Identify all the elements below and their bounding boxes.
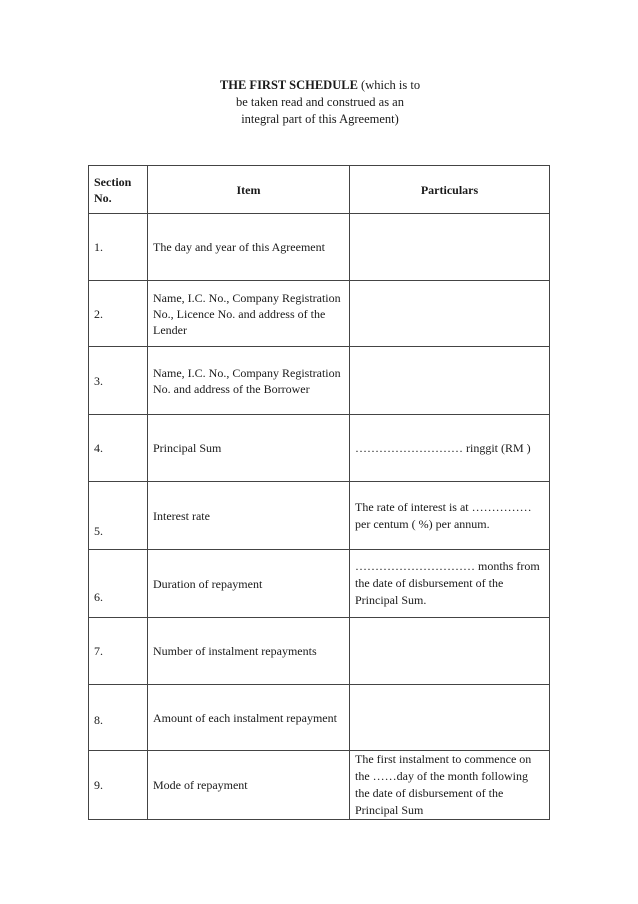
heading-line1-rest: (which is to <box>357 78 421 92</box>
row-item: Principal Sum <box>148 415 350 482</box>
row-item: Name, I.C. No., Company Registration No. and address of the Borrower <box>148 347 350 415</box>
table-row <box>89 751 550 820</box>
schedule-title: THE FIRST SCHEDULE <box>219 78 358 92</box>
table-row <box>89 550 550 618</box>
row-section-no: 6. <box>89 550 148 618</box>
table-row <box>89 214 550 281</box>
row-section-no: 1. <box>89 214 148 281</box>
heading-line2: be taken read and construed as an <box>236 95 404 109</box>
row-item: Mode of repayment <box>148 751 350 820</box>
row-section-no: 8. <box>89 685 148 751</box>
table-row <box>89 347 550 415</box>
row-particulars <box>350 281 550 347</box>
table-row <box>89 482 550 550</box>
row-particulars: ……………………… ringgit (RM ) <box>350 415 550 482</box>
row-section-no: 3. <box>89 347 148 415</box>
row-item: Duration of repayment <box>148 550 350 618</box>
row-item: Interest rate <box>148 482 350 550</box>
header-particulars: Particulars <box>350 166 550 214</box>
row-section-no: 2. <box>89 281 148 347</box>
row-particulars: The rate of interest is at …………… per centum ( %) per annum. <box>350 482 550 550</box>
schedule-heading <box>150 77 490 128</box>
row-particulars <box>350 685 550 751</box>
table-header-row <box>89 166 550 214</box>
row-item: Name, I.C. No., Company Registration No., Licence No. and address of the Lender <box>148 281 350 347</box>
header-item: Item <box>148 166 350 214</box>
row-particulars: ………………………… months from the date of disbursement of the Principal Sum. <box>350 550 550 618</box>
schedule-table <box>88 165 550 820</box>
row-item: The day and year of this Agreement <box>148 214 350 281</box>
row-section-no: 5. <box>89 482 148 550</box>
row-section-no: 9. <box>89 751 148 820</box>
row-particulars <box>350 214 550 281</box>
table-row <box>89 685 550 751</box>
row-item: Number of instalment repayments <box>148 618 350 685</box>
row-particulars: The first instalment to commence on the ……day of the month following the date of disbursement of the Principal Sum <box>350 751 550 820</box>
row-section-no: 4. <box>89 415 148 482</box>
table-row <box>89 618 550 685</box>
heading-line3: integral part of this Agreement) <box>241 112 399 126</box>
table-row <box>89 415 550 482</box>
row-particulars <box>350 618 550 685</box>
table-row <box>89 281 550 347</box>
row-item: Amount of each instalment repayment <box>148 685 350 751</box>
row-section-no: 7. <box>89 618 148 685</box>
header-section-no: Section No. <box>89 166 148 214</box>
row-particulars <box>350 347 550 415</box>
